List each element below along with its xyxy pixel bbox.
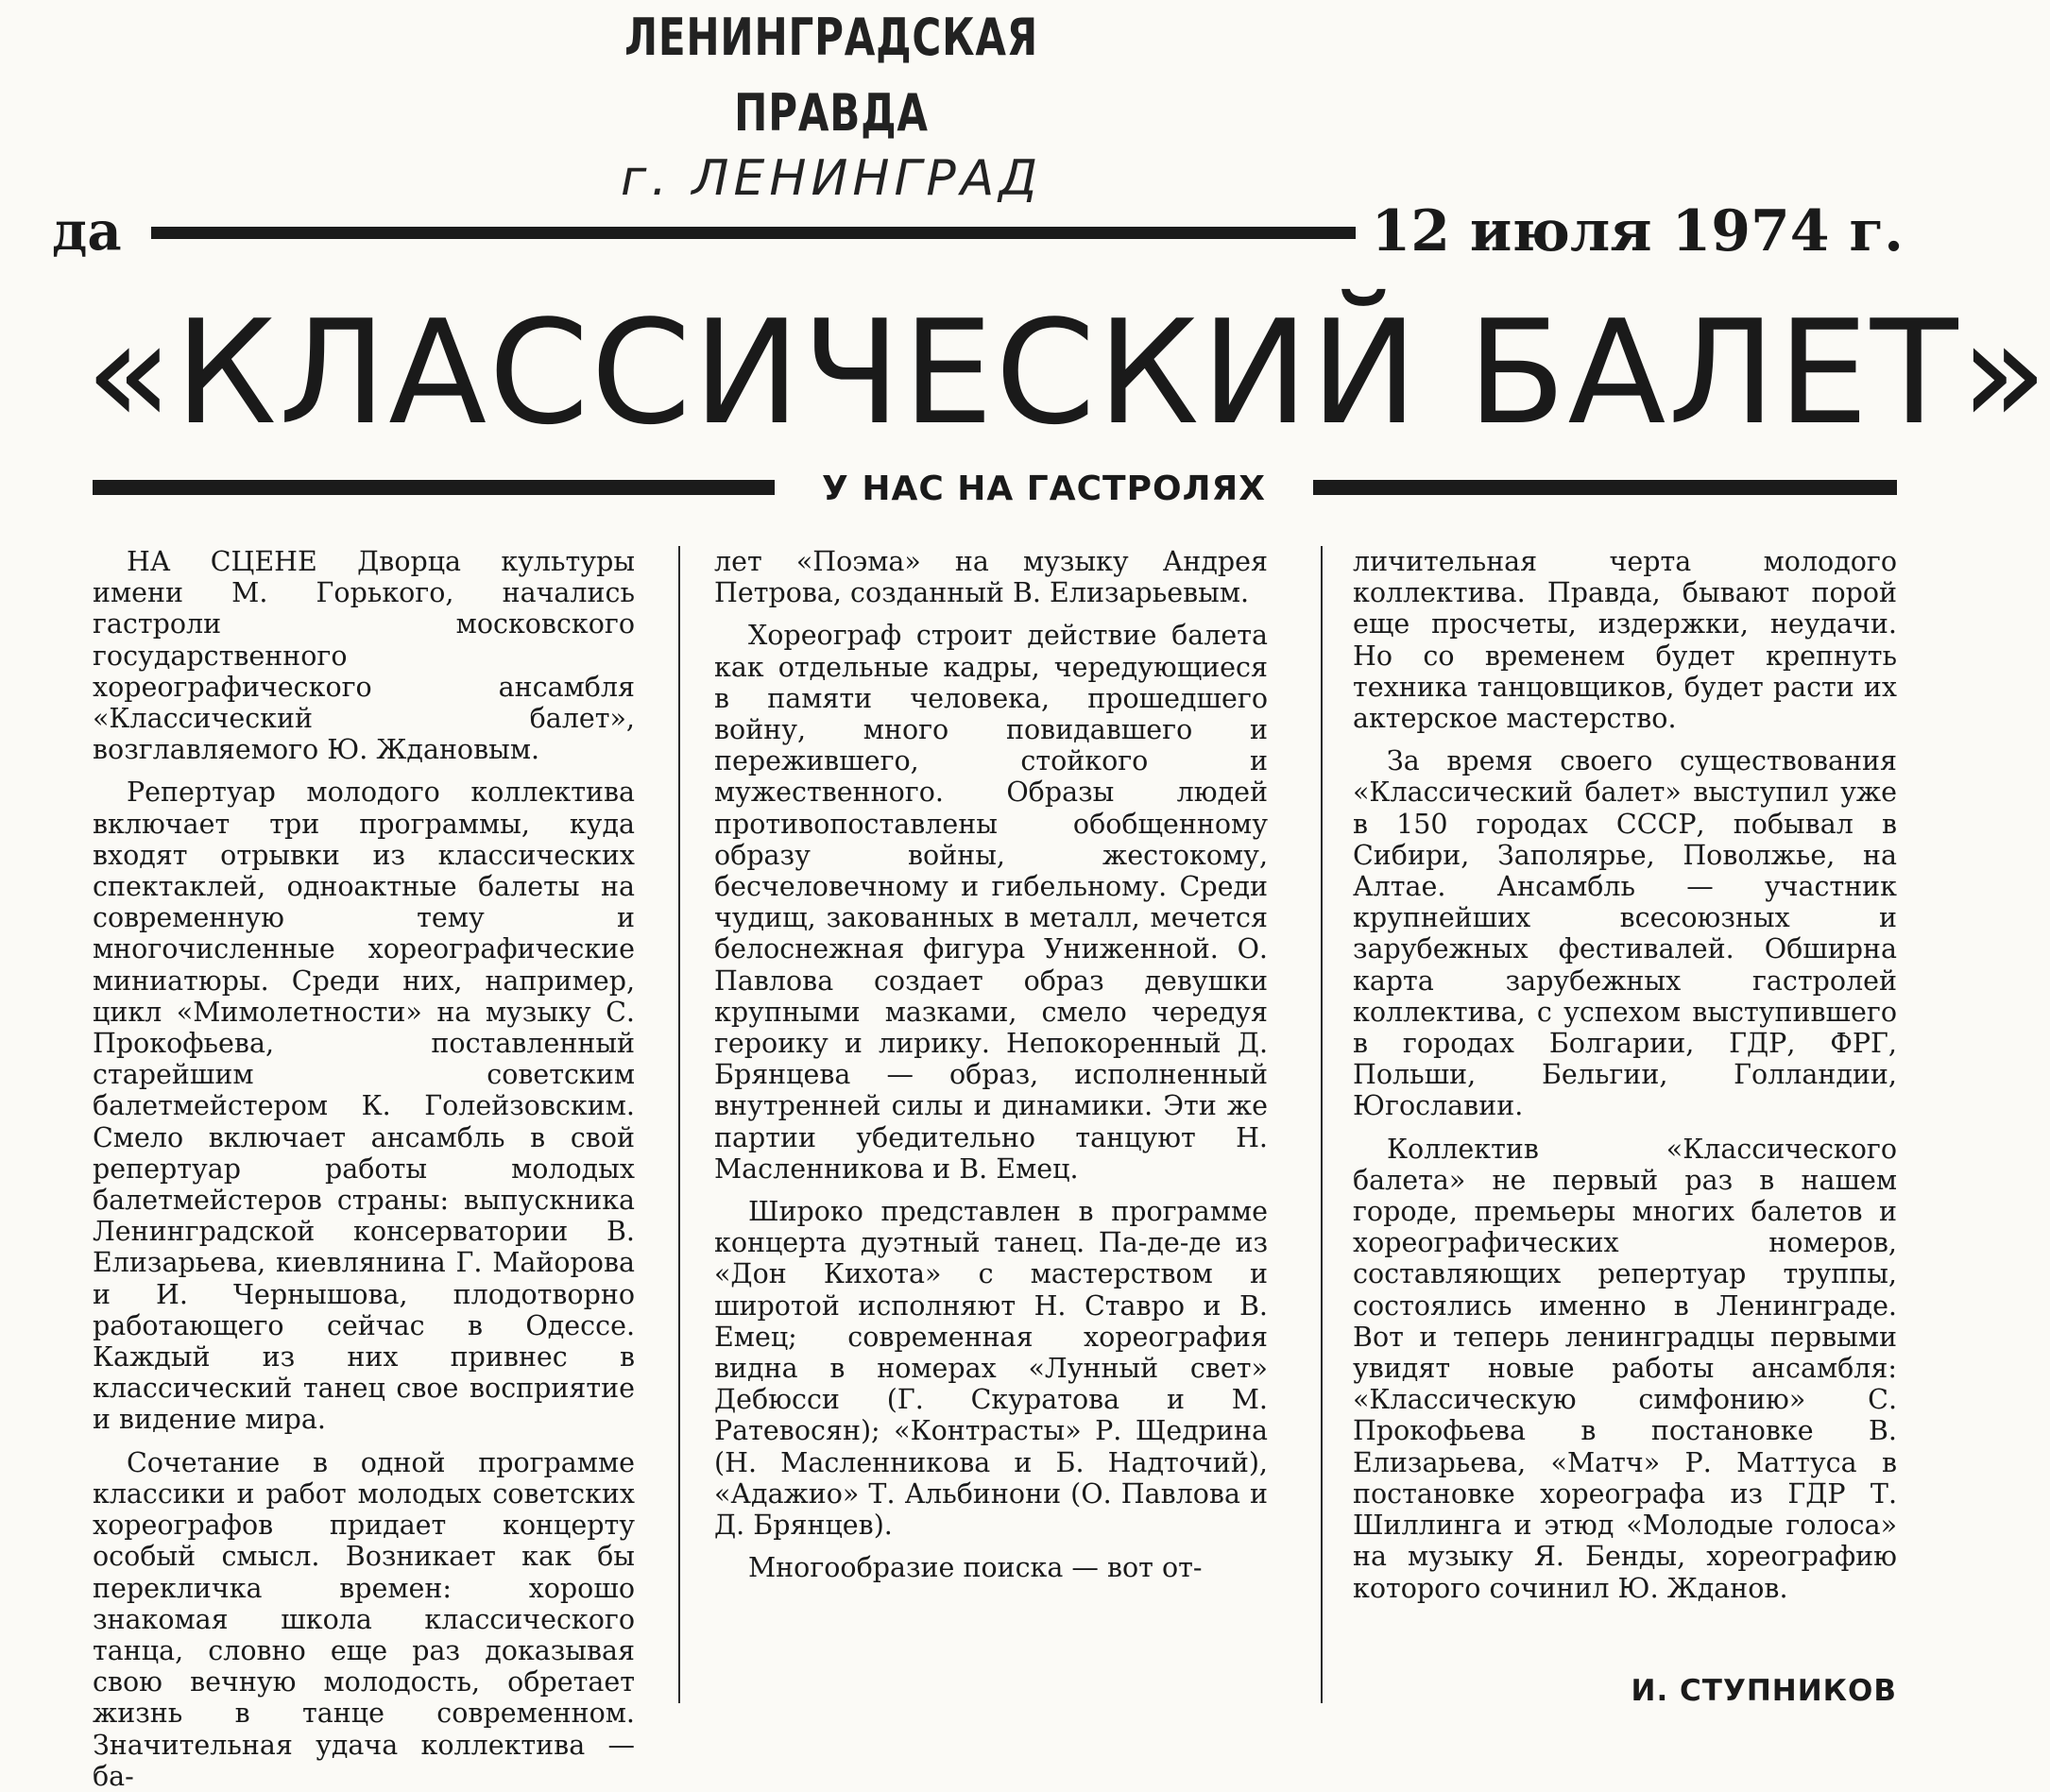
masthead-rule (151, 227, 1356, 239)
column-divider (678, 546, 680, 1703)
newspaper-stamp (529, 0, 1134, 206)
article-column-3 (1353, 546, 1897, 1703)
article-column-2 (714, 546, 1268, 1703)
stamp-newspaper-name: ЛЕНИНГРАДСКАЯ ПРАВДА (624, 8, 1038, 143)
article-headline: «КЛАССИЧЕСКИЙ БАЛЕТ» (85, 289, 2050, 456)
article-column-1 (93, 546, 635, 1792)
column-divider (1321, 546, 1323, 1703)
paragraph: лет «Поэма» на музыку Андрея Петрова, созданный В. Елизарьевым. (714, 546, 1268, 609)
rubric-label: У НАС НА ГАСТРОЛЯХ (822, 469, 1266, 508)
masthead-fragment: да (52, 200, 122, 263)
paragraph: Коллектив «Классического балета» не первый раз в нашем городе, премьеры многих балетов и хореографических номеров, составляющих репертуар труппы, состоялись именно в Ленинграде. Вот и теперь ленинградцы первыми увидят новые работы ансамбля: «Классическую симфонию» С. Прокофьева в постановке В. Елизарьева, «Матч» Р. Маттуса в постановке хореографа из ГДР Т. Шиллинга и этюд «Молодые голоса» на музыку Я. Бенды, хореографию которого сочинил Ю. Жданов. (1353, 1133, 1897, 1604)
paragraph: Многообразие поиска — вот от- (748, 1552, 1203, 1584)
paragraph: Широко представлен в программе концерта дуэтный танец. Па-де-де из «Дон Кихота» с мастерством и широтой исполняют Н. Ставро и В. Емец; современная хореография видна в номерах «Лунный свет» Дебюсси (Г. Скуратова и М. Ратевосян); «Контрасты» Р. Щедрина (Н. Масленникова и Б. Надточий), «Адажио» Т. Альбинони (О. Павлова и Д. Брянцев). (714, 1196, 1268, 1542)
paragraph: личительная черта молодого коллектива. Правда, бывают порой еще просчеты, издержки, неудачи. Но со временем будет крепнуть техника танцовщиков, будет расти их актерское мастерство. (1353, 546, 1897, 735)
masthead-date-row (52, 198, 1904, 265)
rubric-row (93, 468, 1897, 511)
issue-date: 12 июля 1974 г. (1371, 198, 1904, 265)
paragraph: Репертуар молодого коллектива включает три программы, куда входят отрывки из классических спектаклей, одноактные балеты на современную тему и многочисленные хореографические миниатюры. Среди них, например, цикл «Мимолетности» на музыку С. Прокофьева, поставленный старейшим советским балетмейстером К. Голейзовским. Смело включает ансамбль в свой репертуар работы молодых балетмейстеров страны: выпускника Ленинградской консерватории В. Елизарьева, киевлянина Г. Майорова и И. Чернышова, плодотворно работающего сейчас в Одессе. Каждый из них привнес в классический танец свое восприятие и видение мира. (93, 777, 635, 1436)
paragraph: Сочетание в одной программе классики и работ молодых советских хореографов придает концерту особый смысл. Возникает как бы перекличка времен: хорошо знакомая школа классического танца, словно еще раз доказывая свою вечную молодость, обретает жизнь в танце современном. Значительная удача коллектива — ба- (93, 1446, 635, 1792)
paragraph: НА СЦЕНЕ Дворца культуры имени М. Горького, начались гастроли московского государственного хореографического ансамбля «Классический балет», возглавляемого Ю. Ждановым. (93, 546, 635, 766)
stamp-city: г. ЛЕНИНГРАД (621, 150, 1042, 207)
rubric-rule-left (93, 480, 775, 495)
rubric-rule-right (1313, 480, 1897, 495)
paragraph: За время своего существования «Классический балет» выступил уже в 150 городах СССР, побывал в Сибири, Заполярье, Поволжье, на Алтае. Ансамбль — участник крупнейших всесоюзных и зарубежных фестивалей. Обширна карта зарубежных гастролей коллектива, с успехом выступившего в городах Болгарии, ГДР, ФРГ, Польши, Бельгии, Голландии, Югославии. (1353, 745, 1897, 1122)
author-signature: И. СТУПНИКОВ (1631, 1674, 1897, 1708)
paragraph: Хореограф строит действие балета как отдельные кадры, чередующиеся в памяти человека, прошедшего войну, много повидавшего и пережившего, стойкого и мужественного. Образы людей противопоставлены обобщенному образу войны, жестокому, бесчеловечному и гибельному. Среди чудищ, закованных в металл, мечется белоснежная фигура Униженной. О. Павлова создает образ девушки крупными мазками, смело чередуя героику и лирику. Непокоренный Д. Брянцева — образ, исполненный внутренней силы и динамики. Эти же партии убедительно танцуют Н. Масленникова и В. Емец. (714, 620, 1268, 1185)
